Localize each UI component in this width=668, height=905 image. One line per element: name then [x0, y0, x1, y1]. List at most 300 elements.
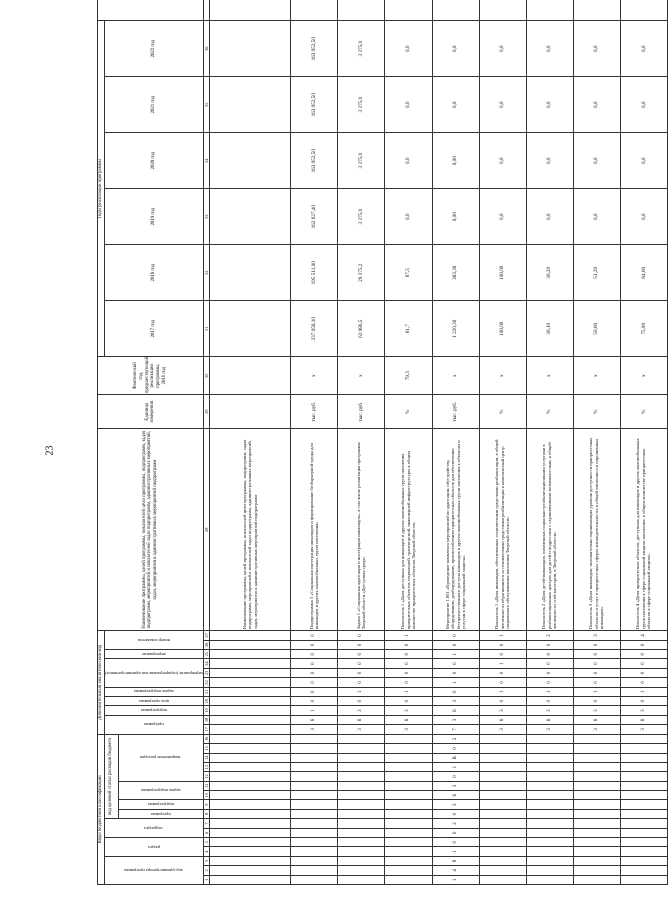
code-digit — [573, 753, 620, 762]
table-row — [526, 0, 573, 885]
code-digit: 6 — [291, 715, 338, 724]
year-value — [209, 133, 290, 189]
code-digit — [385, 753, 432, 762]
year-2021-header: 2021 год — [104, 77, 203, 133]
code-digit: 1 — [479, 659, 526, 668]
code-digit — [291, 809, 338, 818]
code-digit — [573, 762, 620, 771]
code-digit: 0 — [385, 640, 432, 649]
code-digit — [338, 781, 385, 790]
code-digit — [620, 809, 667, 818]
code-digit: 3 — [338, 706, 385, 715]
code-digit — [209, 819, 290, 828]
code-digit — [385, 744, 432, 753]
code-digit: 3 — [620, 725, 667, 734]
year-value: 75,00 — [620, 301, 667, 357]
code-digit: 0 — [385, 668, 432, 677]
code-digit — [209, 791, 290, 800]
subprogram-header: подпрограмма — [118, 800, 203, 809]
code-digit — [385, 800, 432, 809]
code-digit — [526, 856, 573, 865]
code-digit: 4 — [620, 631, 667, 640]
code-digit — [291, 753, 338, 762]
code-digit: 0 — [620, 659, 667, 668]
year-value: 0,0 — [526, 189, 573, 245]
code-digit — [620, 791, 667, 800]
column-number: 11 — [203, 781, 209, 790]
year-value: 87,5 — [385, 245, 432, 301]
code-digit — [479, 847, 526, 856]
code-digit: 1 — [573, 687, 620, 696]
year-value — [209, 245, 290, 301]
code-digit — [620, 800, 667, 809]
code-digit: 3 — [432, 696, 479, 705]
column-number: 10 — [203, 791, 209, 800]
code-digit — [209, 678, 290, 687]
code-digit: 1 — [385, 631, 432, 640]
year-value: 0,0 — [620, 77, 667, 133]
code-digit: 0 — [573, 659, 620, 668]
year-value: 383,30 — [432, 245, 479, 301]
code-digit: 0 — [291, 696, 338, 705]
column-number: 9 — [203, 800, 209, 809]
code-digit: 2 — [432, 734, 479, 744]
code-digit: 6 — [432, 791, 479, 800]
code-digit — [209, 781, 290, 790]
code-digit: 2 — [526, 631, 573, 640]
code-digit: 0 — [385, 659, 432, 668]
code-digit: 0 — [338, 631, 385, 640]
code-digit — [209, 706, 290, 715]
row-name: Показатель 3 «Доля инвалидов, положительно оценивающих уровень доступности приоритетных объектов и услуг в приоритетных сферах жизнедеятельности, в общей численности опрошенных инвалидов» — [573, 429, 620, 631]
column-number: 6 — [203, 828, 209, 837]
unit-header: Единица измерения — [98, 395, 204, 429]
column-number: 5 — [203, 838, 209, 847]
year-value: 100,00 — [479, 301, 526, 357]
code-digit: 0 — [291, 668, 338, 677]
year-value: 3 375,0 — [338, 133, 385, 189]
code-digit: 2 — [432, 819, 479, 828]
row-name: Наименование программы, целей программы, показателей цели программы, подпрограмм, задач подпрограмм, мероприятий и показателей задач подпрограмм, административных мероприятий, задач, мероприятия и административных мероприятий подпрограмм — [209, 429, 290, 631]
goal-header: цель программы — [104, 696, 203, 705]
program-table — [97, 0, 668, 885]
code-digit: 1 — [338, 687, 385, 696]
code-digit — [209, 659, 290, 668]
code-digit: 0 — [338, 668, 385, 677]
year-2018-header: 2018 год — [104, 245, 203, 301]
code-digit — [209, 725, 290, 734]
code-digit — [526, 809, 573, 818]
table-row — [432, 0, 479, 885]
year-value: 81,7 — [385, 301, 432, 357]
code-digit: 1 — [291, 706, 338, 715]
column-number: 18 — [203, 715, 209, 724]
code-digit — [209, 866, 290, 875]
code-digit — [385, 875, 432, 884]
row-total — [526, 0, 573, 21]
table-row — [338, 0, 385, 885]
code-digit — [338, 856, 385, 865]
row-name: Показатель 4 «Доля приоритетных объектов, доступных для инвалидов и других маломобильных групп населения в сфере социальной защиты населения, в общем количестве приоритетных объектов в сфере социальной защиты» — [620, 429, 667, 631]
code-digit — [385, 866, 432, 875]
code-digit: 0 — [620, 696, 667, 705]
code-digit — [385, 828, 432, 837]
column-number: 24 — [203, 659, 209, 668]
code-digit — [209, 838, 290, 847]
code-digit: 1 — [432, 762, 479, 771]
row-total — [385, 0, 432, 21]
column-number: 28 — [203, 429, 209, 631]
row-fact: х — [432, 357, 479, 395]
year-value: 0,0 — [385, 133, 432, 189]
year-value: 163 052,50 — [291, 77, 338, 133]
year-value — [209, 189, 290, 245]
code-digit — [526, 734, 573, 744]
code-digit: 6 — [385, 715, 432, 724]
row-unit: тыс. руб. — [432, 395, 479, 429]
code-digit: 3 — [573, 631, 620, 640]
column-number: 19 — [203, 706, 209, 715]
year-value: 0,0 — [385, 77, 432, 133]
code-digit: 0 — [385, 696, 432, 705]
code-digit: 7 — [432, 725, 479, 734]
code-digit — [338, 847, 385, 856]
code-digit — [526, 838, 573, 847]
row-fact: 79,3 — [385, 357, 432, 395]
year-value: 0,0 — [526, 133, 573, 189]
code-digit — [291, 762, 338, 771]
code-digit: 0 — [432, 640, 479, 649]
code-digit — [526, 847, 573, 856]
code-digit — [526, 800, 573, 809]
code-digit: 0 — [479, 650, 526, 659]
row-unit: тыс. руб. — [291, 395, 338, 429]
code-digit: 0 — [291, 678, 338, 687]
code-digit — [291, 800, 338, 809]
year-value: 0,0 — [479, 21, 526, 77]
code-digit: 0 — [573, 668, 620, 677]
row-total — [432, 0, 479, 21]
year-value: 0,0 — [620, 133, 667, 189]
year-value: 29 375,2 — [338, 245, 385, 301]
code-digit — [573, 847, 620, 856]
code-digit: 1 — [620, 687, 667, 696]
code-digit — [338, 866, 385, 875]
year-value: 62 986,5 — [338, 301, 385, 357]
year-value: 0,0 — [479, 189, 526, 245]
year-2022-header: 2022 год — [104, 21, 203, 77]
column-number: 1 — [203, 875, 209, 884]
year-value: 0,0 — [573, 189, 620, 245]
code-digit: 3 — [573, 706, 620, 715]
year-value: 0,0 — [526, 77, 573, 133]
row-total — [620, 0, 667, 21]
column-number: 14 — [203, 753, 209, 762]
code-digit — [338, 762, 385, 771]
row-total — [209, 0, 290, 21]
code-digit — [479, 791, 526, 800]
code-digit: 3 — [432, 800, 479, 809]
column-number: 21 — [203, 687, 209, 696]
code-digit — [620, 847, 667, 856]
row-total — [479, 0, 526, 21]
code-digit: 0 — [620, 668, 667, 677]
code-digit: 3 — [526, 725, 573, 734]
year-value: 0,0 — [573, 77, 620, 133]
code-digit — [291, 856, 338, 865]
code-digit: 8 — [432, 856, 479, 865]
section-header: раздел — [104, 838, 203, 857]
code-digit — [291, 734, 338, 744]
code-digit: 0 — [338, 678, 385, 687]
code-digit — [573, 838, 620, 847]
code-digit — [620, 744, 667, 753]
code-digit — [479, 800, 526, 809]
year-value: 51,20 — [573, 245, 620, 301]
column-number: 8 — [203, 809, 209, 818]
row-unit: % — [385, 395, 432, 429]
code-digit: 1 — [432, 875, 479, 884]
column-number: 27 — [203, 631, 209, 640]
column-number: 30 — [203, 357, 209, 395]
code-digit — [526, 744, 573, 753]
year-2017-header: 2017 год — [104, 301, 203, 357]
code-digit: 0 — [479, 696, 526, 705]
code-digit: 1 — [432, 650, 479, 659]
column-number: 26 — [203, 640, 209, 649]
direction-header: направление расходов — [118, 734, 203, 781]
table-row — [479, 0, 526, 885]
code-digit — [479, 856, 526, 865]
name-header: Наименование программы, целей программы, показателей цели программы, подпрограмм, задач подпрограмм, мероприятий и показателей задач подпрограмм, административных мероприятий, задач, мероприятия и административных мероприятий подпрограмм — [98, 429, 204, 631]
code-digit: 0 — [573, 696, 620, 705]
code-digit: 3 — [573, 725, 620, 734]
code-digit — [526, 875, 573, 884]
code-digit — [479, 875, 526, 884]
year-value: 195 511,00 — [291, 245, 338, 301]
subsection-header: подраздел — [104, 819, 203, 838]
code-digit: 0 — [432, 828, 479, 837]
code-digit — [291, 838, 338, 847]
row-unit: % — [526, 395, 573, 429]
code-digit — [338, 800, 385, 809]
code-digit — [291, 772, 338, 781]
code-digit: 0 — [432, 772, 479, 781]
row-name: Подпрограмма 3 «Социальная интеграция инвалидов и формирование безбарьерной среды для инвалидов и других маломобильных групп населения» — [291, 429, 338, 631]
indicator-no-header: номер показателя — [104, 631, 203, 650]
code-digit: 1 — [432, 678, 479, 687]
code-digit — [479, 753, 526, 762]
code-digit — [338, 809, 385, 818]
code-digit: 0 — [526, 659, 573, 668]
year-2020-header: 2020 год — [104, 133, 203, 189]
code-digit — [209, 772, 290, 781]
code-digit — [338, 791, 385, 800]
code-digit — [526, 866, 573, 875]
code-digit — [385, 819, 432, 828]
code-digit: 3 — [620, 706, 667, 715]
year-value — [209, 77, 290, 133]
code-digit: 6 — [526, 715, 573, 724]
code-digit: 0 — [573, 650, 620, 659]
row-fact: х — [338, 357, 385, 395]
code-digit — [479, 734, 526, 744]
code-digit — [620, 856, 667, 865]
code-digit — [526, 753, 573, 762]
code-digit — [479, 866, 526, 875]
code-digit — [573, 744, 620, 753]
column-number: 15 — [203, 744, 209, 753]
code-digit: 0 — [338, 696, 385, 705]
subprogram-a-header: подпрограмма — [104, 706, 203, 715]
code-digit — [479, 781, 526, 790]
code-digit — [573, 772, 620, 781]
column-number: 20 — [203, 696, 209, 705]
code-digit — [338, 744, 385, 753]
code-digit — [209, 734, 290, 744]
code-digit — [385, 838, 432, 847]
code-digit: 0 — [526, 650, 573, 659]
code-digit: 0 — [432, 631, 479, 640]
code-digit: 3 — [385, 725, 432, 734]
column-number: 3 — [203, 856, 209, 865]
code-digit — [385, 847, 432, 856]
table-row — [573, 0, 620, 885]
column-number: 13 — [203, 762, 209, 771]
code-digit — [620, 875, 667, 884]
code-digit — [291, 828, 338, 837]
column-number: 23 — [203, 668, 209, 677]
row-fact: х — [526, 357, 573, 395]
code-digit — [338, 819, 385, 828]
row-fact — [209, 357, 290, 395]
code-digit: 6 — [338, 715, 385, 724]
program-a-header: программа — [104, 715, 203, 734]
column-number: 29 — [203, 395, 209, 429]
code-digit: 3 — [432, 781, 479, 790]
code-digit — [526, 781, 573, 790]
code-digit: 0 — [291, 687, 338, 696]
landscape-table-container — [97, 25, 652, 885]
code-digit: 0 — [385, 650, 432, 659]
code-digit: 0 — [432, 809, 479, 818]
year-value: 0,0 — [573, 133, 620, 189]
code-digit — [291, 847, 338, 856]
code-digit: 3 — [338, 725, 385, 734]
code-digit — [479, 809, 526, 818]
year-value: 100,00 — [479, 245, 526, 301]
column-number: 35 — [203, 77, 209, 133]
code-digit — [209, 762, 290, 771]
code-digit — [291, 875, 338, 884]
year-value: 163 052,50 — [291, 133, 338, 189]
code-digit — [385, 809, 432, 818]
code-digit — [209, 668, 290, 677]
code-digit — [291, 791, 338, 800]
code-digit: 6 — [432, 706, 479, 715]
year-value: 163 052,50 — [291, 21, 338, 77]
year-value: 0,0 — [432, 77, 479, 133]
code-digit — [338, 772, 385, 781]
code-digit — [526, 762, 573, 771]
code-digit — [573, 734, 620, 744]
column-number: 33 — [203, 189, 209, 245]
code-digit — [526, 828, 573, 837]
code-digit — [385, 734, 432, 744]
code-digit — [573, 866, 620, 875]
code-digit — [620, 781, 667, 790]
code-digit — [385, 791, 432, 800]
value-header — [98, 0, 204, 21]
code-digit — [338, 875, 385, 884]
code-digit — [291, 819, 338, 828]
code-digit: 0 — [432, 744, 479, 753]
code-digit — [573, 791, 620, 800]
code-digit: 0 — [620, 650, 667, 659]
code-digit: 0 — [620, 678, 667, 687]
code-digit: 0 — [573, 640, 620, 649]
row-fact: х — [291, 357, 338, 395]
code-digit: 3 — [385, 706, 432, 715]
rotated-sheet — [97, 25, 652, 885]
code-digit — [385, 762, 432, 771]
year-value: 162 827,40 — [291, 189, 338, 245]
target-article-header: код целевой статьи расходов бюджета — [104, 734, 118, 819]
row-unit: % — [479, 395, 526, 429]
column-number: 17 — [203, 725, 209, 734]
code-digit: R — [432, 753, 479, 762]
extra-class-header: Дополнительный аналитический код — [98, 631, 105, 734]
table-row — [209, 0, 290, 885]
code-digit — [573, 800, 620, 809]
column-number: 4 — [203, 847, 209, 856]
code-digit: 0 — [432, 668, 479, 677]
code-digit: 6 — [620, 715, 667, 724]
code-digit: 1 — [526, 687, 573, 696]
program-header: программа — [118, 809, 203, 818]
code-digit — [620, 838, 667, 847]
table-row — [385, 0, 432, 885]
code-digit — [620, 866, 667, 875]
task-header: задача подпрограммы — [118, 781, 203, 800]
code-digit — [209, 856, 290, 865]
year-value: 0,0 — [432, 21, 479, 77]
code-digit — [209, 744, 290, 753]
code-digit — [620, 762, 667, 771]
year-value: 0,00 — [432, 189, 479, 245]
code-digit — [620, 819, 667, 828]
code-digit: 0 — [620, 640, 667, 649]
code-digit — [385, 856, 432, 865]
code-digit: 0 — [291, 631, 338, 640]
row-fact: х — [479, 357, 526, 395]
code-digit — [479, 762, 526, 771]
code-digit: 0 — [526, 640, 573, 649]
code-digit — [291, 744, 338, 753]
code-digit: 3 — [526, 706, 573, 715]
code-digit: 0 — [432, 659, 479, 668]
code-digit: 0 — [291, 650, 338, 659]
year-value: 3 375,0 — [338, 77, 385, 133]
code-digit: 1 — [479, 687, 526, 696]
table-row — [291, 0, 338, 885]
code-digit: 0 — [526, 678, 573, 687]
code-digit — [291, 781, 338, 790]
code-digit: 6 — [479, 715, 526, 724]
code-digit — [526, 772, 573, 781]
code-digit — [209, 753, 290, 762]
page-number: 23 — [44, 445, 56, 456]
